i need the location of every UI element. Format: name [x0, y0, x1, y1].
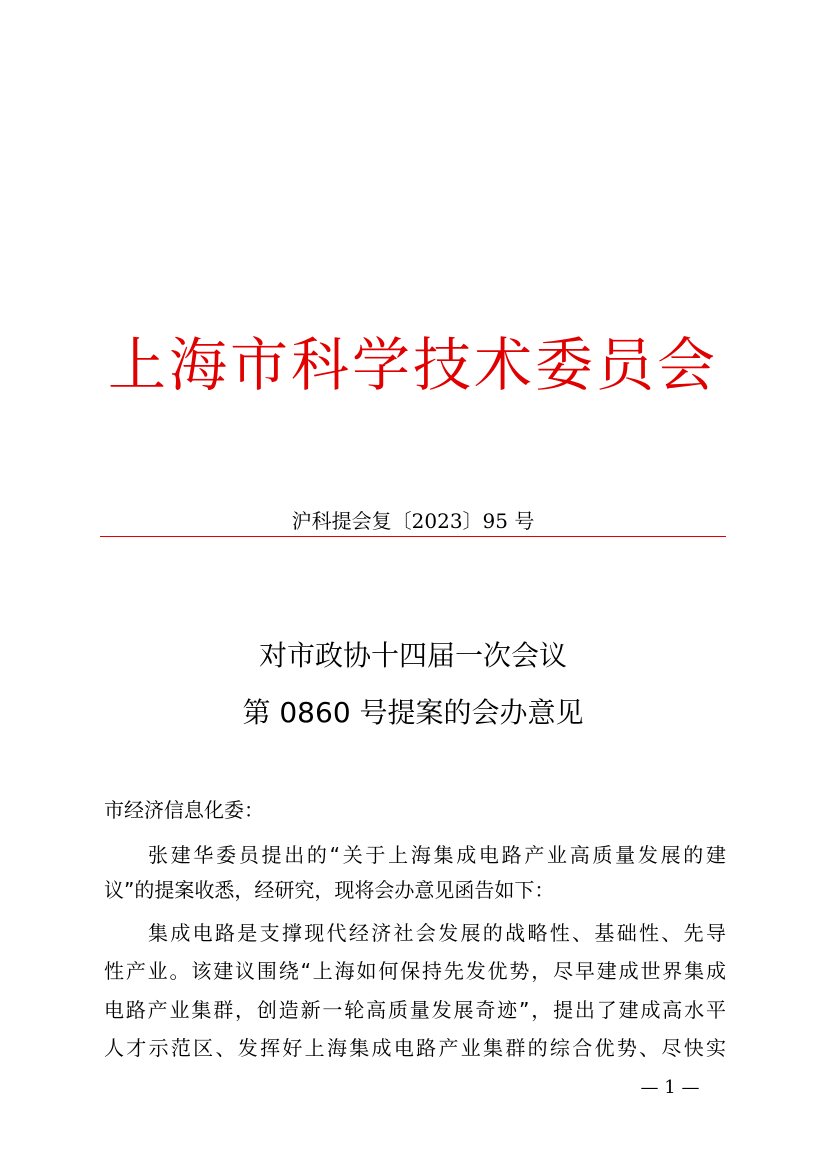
body-text-line: 集成电路是支撑现代经济社会发展的战略性、基础性、先导 [148, 921, 726, 945]
document-title-line-1: 对市政协十四届一次会议 [258, 639, 567, 672]
body-text-line: 电路产业集群，创造新一轮高质量发展奇迹”，提出了建成高水平 [104, 998, 726, 1022]
body-text-line: 性产业。该建议围绕“上海如何保持先发优势，尽早建成世界集成 [104, 959, 726, 983]
document-title-line-2: 第 0860 号提案的会办意见 [242, 696, 584, 729]
body-text-line: 张建华委员提出的“关于上海集成电路产业高质量发展的建 [148, 843, 726, 867]
page-number: — 1 — [640, 1077, 700, 1098]
issuing-organization-header: 上海市科学技术委员会 [107, 331, 718, 399]
header-red-rule [100, 536, 726, 537]
addressee: 市经济信息化委： [104, 798, 264, 822]
body-text-line: 人才示范区、发挥好上海集成电路产业集群的综合优势、尽快实 [104, 1036, 726, 1060]
body-text-line: 议”的提案收悉，经研究，现将会办意见函告如下： [104, 878, 555, 902]
document-number: 沪科提会复〔2023〕95 号 [291, 509, 535, 533]
